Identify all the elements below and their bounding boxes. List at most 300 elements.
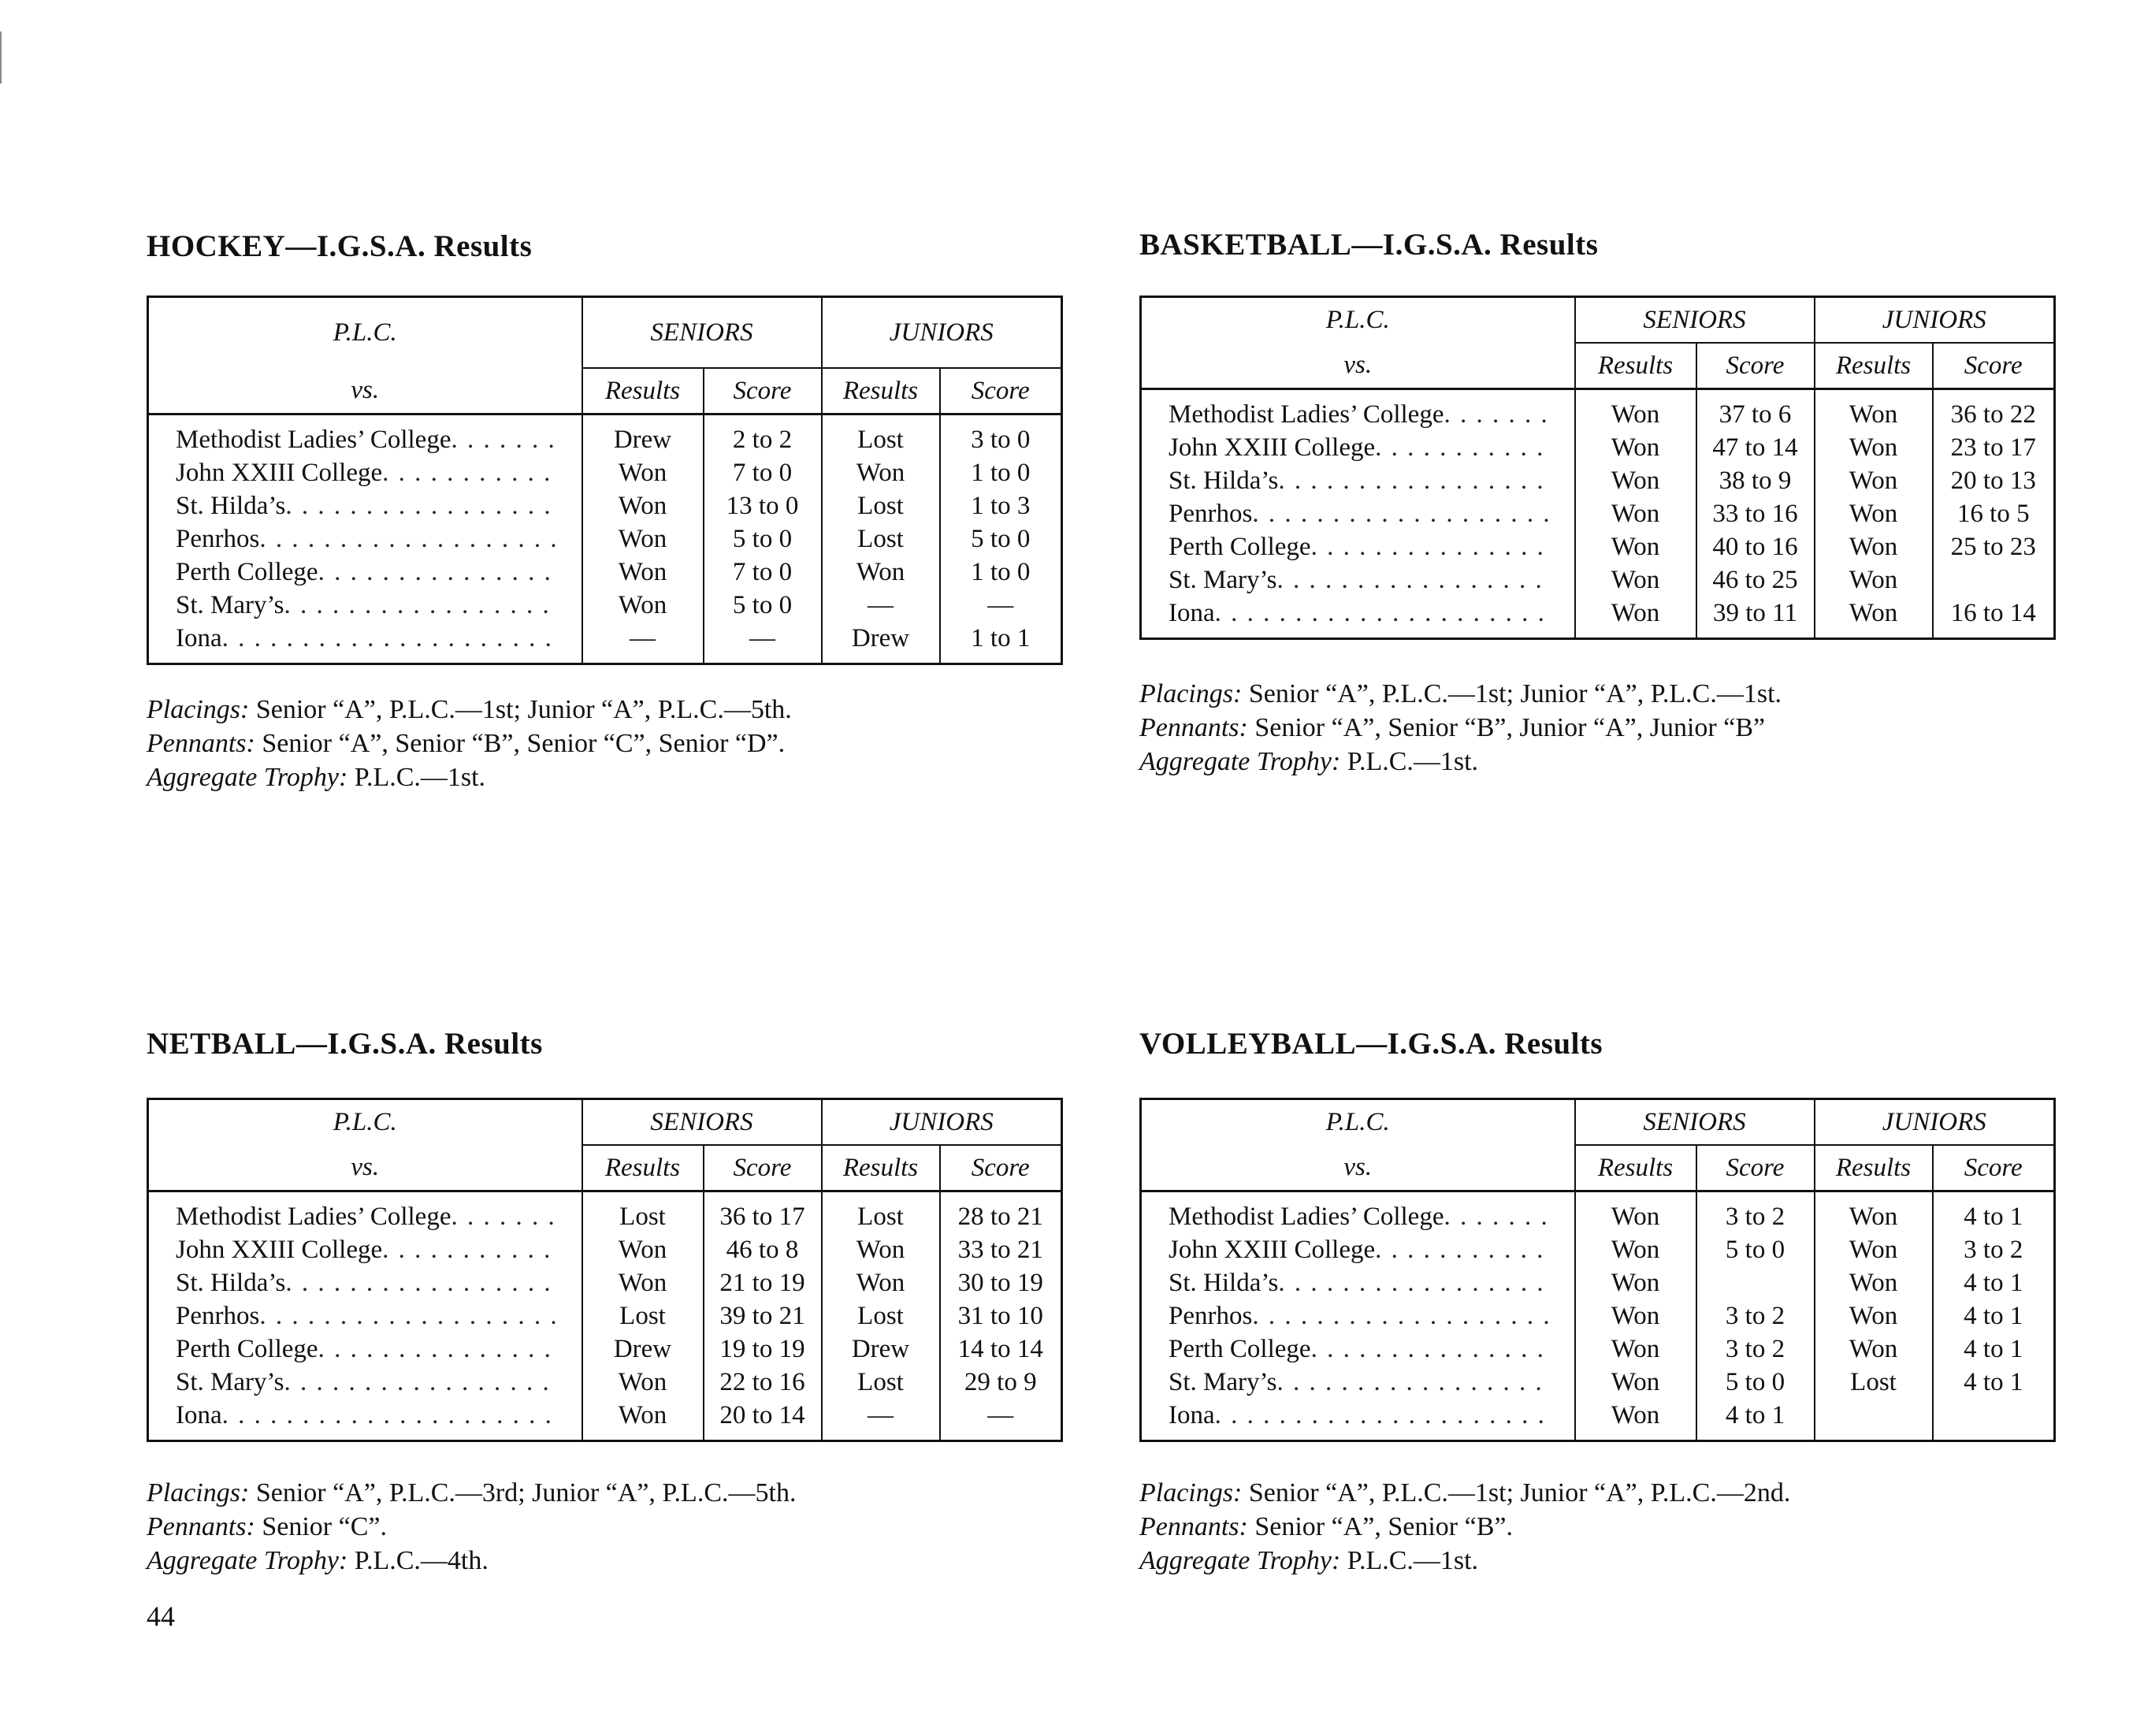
pennants-label: Pennants:	[147, 1512, 255, 1541]
sr-score-cell: 46 to 25	[1696, 563, 1815, 597]
table-row	[148, 1299, 1062, 1333]
header-row-columns	[1141, 1145, 2055, 1191]
jr-result-cell: Won	[1815, 530, 1933, 563]
sr-score-cell: 5 to 0	[1696, 1366, 1815, 1399]
leader-dots	[222, 1399, 559, 1432]
sr-score-cell: 20 to 14	[704, 1399, 822, 1441]
vs-header: vs.	[1343, 351, 1373, 379]
sr-result-cell: Won	[1575, 530, 1696, 563]
jr-score-cell: 4 to 1	[1933, 1191, 2055, 1234]
juniors-header: JUNIORS	[822, 1099, 1062, 1146]
jr-score-cell: 1 to 0	[940, 556, 1062, 589]
leader-dots	[1278, 464, 1551, 497]
jr-result-cell: Won	[1815, 597, 1933, 639]
juniors-score-header: Score	[1933, 1145, 2055, 1191]
sr-score-cell: —	[704, 622, 822, 664]
seniors-score-header: Score	[704, 368, 822, 414]
sr-result-cell: Won	[582, 1233, 704, 1266]
sr-result-cell: Won	[582, 1366, 704, 1399]
leader-dots	[1252, 497, 1551, 530]
juniors-score-header: Score	[940, 1145, 1062, 1191]
school-cell	[1141, 1233, 1575, 1266]
leader-dots	[451, 423, 559, 456]
sr-score-cell: 3 to 2	[1696, 1299, 1815, 1333]
jr-result-cell: Won	[1815, 431, 1933, 464]
jr-result-cell: Won	[1815, 1333, 1933, 1366]
school-name: Iona	[1169, 599, 1215, 627]
sr-score-cell	[1696, 1266, 1815, 1299]
hockey-section	[147, 223, 1061, 792]
leader-dots	[1375, 431, 1551, 464]
sr-score-cell: 5 to 0	[704, 589, 822, 622]
school-name: St. Hilda’s	[176, 492, 286, 520]
seniors-results-header: Results	[582, 1145, 704, 1191]
jr-score-cell: 5 to 0	[940, 522, 1062, 556]
sr-score-cell: 39 to 11	[1696, 597, 1815, 639]
seniors-results-header: Results	[1575, 343, 1696, 389]
sr-result-cell: Won	[1575, 389, 1696, 432]
results-table	[1139, 1098, 2056, 1442]
school-cell	[148, 414, 582, 457]
table-row	[1141, 1399, 2055, 1441]
sr-result-cell: Won	[582, 1399, 704, 1441]
school-cell	[1141, 389, 1575, 432]
jr-score-cell: 16 to 14	[1933, 597, 2055, 639]
jr-score-cell	[1933, 563, 2055, 597]
results-table	[147, 296, 1063, 665]
jr-result-cell: Lost	[1815, 1366, 1933, 1399]
jr-score-cell: 1 to 1	[940, 622, 1062, 664]
results-table	[147, 1098, 1063, 1442]
aggregate-trophy-line	[1139, 1544, 1790, 1578]
sr-result-cell: Drew	[582, 414, 704, 457]
leader-dots	[318, 1333, 559, 1366]
school-cell	[148, 1233, 582, 1266]
table-row	[148, 556, 1062, 589]
school-cell	[1141, 1399, 1575, 1441]
leader-dots	[382, 1233, 559, 1266]
sr-score-cell: 7 to 0	[704, 456, 822, 489]
school-cell	[148, 622, 582, 664]
jr-result-cell: Won	[1815, 1191, 1933, 1234]
jr-score-cell: —	[940, 589, 1062, 622]
aggregate-label: Aggregate Trophy:	[147, 763, 348, 792]
sr-score-cell: 5 to 0	[1696, 1233, 1815, 1266]
school-name: Penrhos	[176, 1302, 260, 1330]
jr-result-cell	[1815, 1399, 1933, 1441]
leader-dots	[1311, 1333, 1552, 1366]
jr-score-cell: 36 to 22	[1933, 389, 2055, 432]
table-row	[148, 1266, 1062, 1299]
section-title: BASKETBALL—I.G.S.A. Results	[1139, 228, 1599, 262]
school-cell	[1141, 497, 1575, 530]
jr-score-cell: 14 to 14	[940, 1333, 1062, 1366]
jr-result-cell: Lost	[822, 489, 940, 522]
section-title: NETBALL—I.G.S.A. Results	[147, 1027, 543, 1061]
school-cell	[1141, 464, 1575, 497]
table-row	[1141, 1266, 2055, 1299]
jr-score-cell: 30 to 19	[940, 1266, 1062, 1299]
sr-score-cell: 36 to 17	[704, 1191, 822, 1234]
placings-value: Senior “A”, P.L.C.—1st; Junior “A”, P.L.C.—1st.	[1248, 679, 1782, 708]
placings-value: Senior “A”, P.L.C.—1st; Junior “A”, P.L.C.—2nd.	[1248, 1478, 1791, 1507]
placings-label: Placings:	[147, 1478, 250, 1507]
section-notes	[147, 693, 792, 794]
jr-score-cell: 4 to 1	[1933, 1299, 2055, 1333]
sr-score-cell: 3 to 2	[1696, 1191, 1815, 1234]
school-name: Methodist Ladies’ College	[1169, 1203, 1444, 1231]
sr-result-cell: Won	[582, 1266, 704, 1299]
table-row	[148, 1233, 1062, 1266]
placings-line	[1139, 677, 1782, 711]
header-row-groups	[1141, 1099, 2055, 1146]
table-row	[1141, 1366, 2055, 1399]
sr-score-cell: 19 to 19	[704, 1333, 822, 1366]
juniors-results-header: Results	[1815, 1145, 1933, 1191]
sr-result-cell: —	[582, 622, 704, 664]
sr-score-cell: 7 to 0	[704, 556, 822, 589]
leader-dots	[382, 456, 559, 489]
placings-label: Placings:	[147, 695, 250, 724]
page-number: 44	[147, 1600, 175, 1632]
jr-score-cell: 33 to 21	[940, 1233, 1062, 1266]
jr-score-cell: 20 to 13	[1933, 464, 2055, 497]
school-name: Perth College	[176, 1335, 318, 1363]
sr-result-cell: Lost	[582, 1191, 704, 1234]
sr-result-cell: Won	[1575, 563, 1696, 597]
sr-result-cell: Won	[1575, 1399, 1696, 1441]
juniors-results-header: Results	[822, 1145, 940, 1191]
school-cell	[1141, 431, 1575, 464]
jr-result-cell: Lost	[822, 414, 940, 457]
pennants-value: Senior “A”, Senior “B”, Senior “C”, Senior “D”.	[262, 729, 786, 758]
jr-result-cell: Won	[1815, 497, 1933, 530]
school-name: St. Hilda’s	[1169, 1269, 1279, 1297]
section-title: HOCKEY—I.G.S.A. Results	[147, 229, 533, 263]
sr-score-cell: 38 to 9	[1696, 464, 1815, 497]
table-row	[148, 414, 1062, 457]
jr-result-cell: Lost	[822, 1299, 940, 1333]
school-cell	[148, 489, 582, 522]
aggregate-label: Aggregate Trophy:	[147, 1546, 348, 1575]
juniors-header: JUNIORS	[1815, 297, 2055, 344]
school-cell	[1141, 597, 1575, 639]
leader-dots	[1252, 1299, 1551, 1333]
jr-score-cell: —	[940, 1399, 1062, 1441]
jr-result-cell: Won	[822, 1266, 940, 1299]
aggregate-trophy-line	[1139, 745, 1782, 779]
pennants-label: Pennants:	[1139, 1512, 1248, 1541]
jr-result-cell: Won	[822, 456, 940, 489]
results-table	[1139, 296, 2056, 640]
table-row	[1141, 431, 2055, 464]
pennants-value: Senior “A”, Senior “B”.	[1254, 1512, 1513, 1541]
jr-score-cell: 3 to 0	[940, 414, 1062, 457]
jr-result-cell: Won	[1815, 563, 1933, 597]
sr-result-cell: Won	[582, 489, 704, 522]
jr-score-cell: 16 to 5	[1933, 497, 2055, 530]
juniors-results-header: Results	[822, 368, 940, 414]
leader-dots	[318, 556, 559, 589]
school-name: St. Mary’s	[176, 591, 284, 619]
school-name: John XXIII College	[176, 1236, 383, 1264]
juniors-score-header: Score	[940, 368, 1062, 414]
netball-section	[147, 1020, 1061, 1575]
placings-label: Placings:	[1139, 679, 1243, 708]
sr-score-cell: 3 to 2	[1696, 1333, 1815, 1366]
seniors-score-header: Score	[1696, 1145, 1815, 1191]
school-name: St. Hilda’s	[176, 1269, 286, 1297]
aggregate-trophy-line	[147, 760, 792, 794]
sr-score-cell: 40 to 16	[1696, 530, 1815, 563]
seniors-header: SENIORS	[582, 1099, 822, 1146]
table-row	[1141, 597, 2055, 639]
sr-result-cell: Won	[1575, 597, 1696, 639]
leader-dots	[1215, 1399, 1552, 1432]
jr-score-cell: 3 to 2	[1933, 1233, 2055, 1266]
school-name: Perth College	[1169, 533, 1311, 561]
sr-score-cell: 5 to 0	[704, 522, 822, 556]
placings-value: Senior “A”, P.L.C.—1st; Junior “A”, P.L.C.—5th.	[255, 695, 792, 724]
basketball-section	[1139, 221, 2053, 776]
leader-dots	[451, 1200, 559, 1233]
table-row	[148, 622, 1062, 664]
leader-dots	[284, 1366, 559, 1399]
volleyball-section	[1139, 1020, 2053, 1575]
jr-result-cell: Won	[1815, 389, 1933, 432]
sr-score-cell: 13 to 0	[704, 489, 822, 522]
jr-score-cell	[1933, 1399, 2055, 1441]
jr-score-cell: 29 to 9	[940, 1366, 1062, 1399]
table-row	[148, 456, 1062, 489]
jr-result-cell: —	[822, 589, 940, 622]
placings-label: Placings:	[1139, 1478, 1243, 1507]
sr-result-cell: Won	[1575, 1233, 1696, 1266]
header-row-columns	[148, 368, 1062, 414]
pennants-value: Senior “A”, Senior “B”, Junior “A”, Junior “B”	[1254, 713, 1766, 742]
table-row	[148, 522, 1062, 556]
juniors-header: JUNIORS	[822, 297, 1062, 369]
table-row	[148, 1399, 1062, 1441]
school-cell	[148, 556, 582, 589]
school-name: Methodist Ladies’ College	[1169, 400, 1444, 429]
aggregate-trophy-line	[147, 1544, 796, 1578]
pennants-label: Pennants:	[1139, 713, 1248, 742]
school-name: St. Mary’s	[1169, 1368, 1277, 1396]
sr-result-cell: Won	[582, 456, 704, 489]
school-name: Perth College	[1169, 1335, 1311, 1363]
jr-result-cell: —	[822, 1399, 940, 1441]
pennants-line	[1139, 711, 1782, 745]
pennants-label: Pennants:	[147, 729, 255, 758]
leader-dots	[259, 1299, 559, 1333]
leader-dots	[1311, 530, 1552, 563]
sr-score-cell: 2 to 2	[704, 414, 822, 457]
leader-dots	[1278, 1266, 1551, 1299]
juniors-header: JUNIORS	[1815, 1099, 2055, 1146]
sr-result-cell: Lost	[582, 1299, 704, 1333]
table-row	[148, 589, 1062, 622]
school-name: Methodist Ladies’ College	[176, 426, 451, 454]
sr-score-cell: 37 to 6	[1696, 389, 1815, 432]
sr-result-cell: Won	[1575, 497, 1696, 530]
juniors-score-header: Score	[1933, 343, 2055, 389]
pennants-line	[1139, 1510, 1790, 1544]
school-name: John XXIII College	[176, 459, 383, 487]
sr-result-cell: Won	[1575, 431, 1696, 464]
school-cell	[148, 1299, 582, 1333]
leader-dots	[1444, 398, 1551, 431]
aggregate-label: Aggregate Trophy:	[1139, 1546, 1341, 1575]
vs-header: vs.	[1343, 1153, 1373, 1181]
jr-result-cell: Drew	[822, 1333, 940, 1366]
table-row	[1141, 1333, 2055, 1366]
school-cell	[1141, 1299, 1575, 1333]
school-name: Iona	[176, 624, 222, 652]
section-notes	[1139, 677, 1782, 779]
school-name: Penrhos	[1169, 500, 1253, 528]
sr-result-cell: Won	[1575, 1299, 1696, 1333]
sr-result-cell: Won	[1575, 1333, 1696, 1366]
sr-score-cell: 33 to 16	[1696, 497, 1815, 530]
table-row	[148, 1191, 1062, 1234]
jr-score-cell: 1 to 0	[940, 456, 1062, 489]
sr-score-cell: 21 to 19	[704, 1266, 822, 1299]
school-cell	[1141, 563, 1575, 597]
sr-score-cell: 4 to 1	[1696, 1399, 1815, 1441]
sr-result-cell: Won	[1575, 1191, 1696, 1234]
jr-result-cell: Lost	[822, 1191, 940, 1234]
jr-score-cell: 28 to 21	[940, 1191, 1062, 1234]
table-row	[1141, 497, 2055, 530]
school-name: Penrhos	[1169, 1302, 1253, 1330]
leader-dots	[259, 522, 559, 556]
school-cell	[148, 1266, 582, 1299]
seniors-header: SENIORS	[1575, 297, 1815, 344]
aggregate-value: P.L.C.—1st.	[354, 763, 486, 792]
section-notes	[147, 1476, 796, 1578]
seniors-header: SENIORS	[582, 297, 822, 369]
seniors-score-header: Score	[1696, 343, 1815, 389]
vs-header: vs.	[351, 376, 380, 404]
table-row	[1141, 530, 2055, 563]
header-row-columns	[148, 1145, 1062, 1191]
header-row-groups	[148, 297, 1062, 369]
table-row	[1141, 563, 2055, 597]
leader-dots	[1444, 1200, 1551, 1233]
pennants-line	[147, 727, 792, 760]
table-row	[1141, 464, 2055, 497]
jr-result-cell: Lost	[822, 1366, 940, 1399]
placings-line	[1139, 1476, 1790, 1510]
school-cell	[1141, 1191, 1575, 1234]
school-cell	[148, 1366, 582, 1399]
pennants-value: Senior “C”.	[262, 1512, 387, 1541]
jr-result-cell: Lost	[822, 522, 940, 556]
seniors-header: SENIORS	[1575, 1099, 1815, 1146]
sr-result-cell: Won	[582, 522, 704, 556]
school-name: Penrhos	[176, 525, 260, 553]
aggregate-value: P.L.C.—4th.	[354, 1546, 489, 1575]
school-cell	[148, 1191, 582, 1234]
school-cell	[1141, 1366, 1575, 1399]
sr-score-cell: 22 to 16	[704, 1366, 822, 1399]
table-row	[1141, 1233, 2055, 1266]
seniors-results-header: Results	[1575, 1145, 1696, 1191]
sr-result-cell: Won	[1575, 464, 1696, 497]
school-cell	[148, 589, 582, 622]
school-cell	[148, 456, 582, 489]
school-name: Iona	[1169, 1401, 1215, 1429]
juniors-results-header: Results	[1815, 343, 1933, 389]
school-cell	[148, 1399, 582, 1441]
table-row	[148, 489, 1062, 522]
sr-score-cell: 47 to 14	[1696, 431, 1815, 464]
jr-score-cell: 4 to 1	[1933, 1266, 2055, 1299]
jr-result-cell: Won	[1815, 1266, 1933, 1299]
plc-header: P.L.C.	[1325, 306, 1390, 334]
leader-dots	[285, 489, 559, 522]
jr-score-cell: 4 to 1	[1933, 1333, 2055, 1366]
school-name: John XXIII College	[1169, 433, 1376, 462]
aggregate-value: P.L.C.—1st.	[1347, 1546, 1479, 1575]
header-row-groups	[148, 1099, 1062, 1146]
jr-result-cell: Won	[822, 556, 940, 589]
table-row	[1141, 1191, 2055, 1234]
seniors-score-header: Score	[704, 1145, 822, 1191]
table-row	[148, 1366, 1062, 1399]
school-name: John XXIII College	[1169, 1236, 1376, 1264]
school-name: Perth College	[176, 558, 318, 586]
jr-score-cell: 23 to 17	[1933, 431, 2055, 464]
school-cell	[1141, 1333, 1575, 1366]
sr-result-cell: Won	[1575, 1266, 1696, 1299]
header-row-columns	[1141, 343, 2055, 389]
school-name: St. Mary’s	[176, 1368, 284, 1396]
jr-result-cell: Won	[822, 1233, 940, 1266]
leader-dots	[1277, 563, 1552, 597]
plc-header: P.L.C.	[333, 318, 397, 347]
table-row	[1141, 389, 2055, 432]
school-cell	[148, 522, 582, 556]
leader-dots	[1215, 597, 1552, 630]
jr-result-cell: Won	[1815, 464, 1933, 497]
sr-result-cell: Won	[1575, 1366, 1696, 1399]
section-title: VOLLEYBALL—I.G.S.A. Results	[1139, 1027, 1603, 1061]
school-cell	[148, 1333, 582, 1366]
jr-result-cell: Won	[1815, 1233, 1933, 1266]
sr-score-cell: 46 to 8	[704, 1233, 822, 1266]
plc-header: P.L.C.	[333, 1108, 397, 1136]
placings-value: Senior “A”, P.L.C.—3rd; Junior “A”, P.L.C.—5th.	[255, 1478, 797, 1507]
margin-mark	[0, 32, 2, 84]
school-name: Methodist Ladies’ College	[176, 1203, 451, 1231]
aggregate-value: P.L.C.—1st.	[1347, 747, 1479, 776]
leader-dots	[1277, 1366, 1552, 1399]
section-notes	[1139, 1476, 1790, 1578]
jr-score-cell: 25 to 23	[1933, 530, 2055, 563]
school-name: St. Hilda’s	[1169, 467, 1279, 495]
plc-header: P.L.C.	[1325, 1108, 1390, 1136]
placings-line	[147, 1476, 796, 1510]
table-row	[148, 1333, 1062, 1366]
sr-result-cell: Drew	[582, 1333, 704, 1366]
pennants-line	[147, 1510, 796, 1544]
aggregate-label: Aggregate Trophy:	[1139, 747, 1341, 776]
leader-dots	[222, 622, 559, 655]
sr-result-cell: Won	[582, 556, 704, 589]
jr-result-cell: Won	[1815, 1299, 1933, 1333]
